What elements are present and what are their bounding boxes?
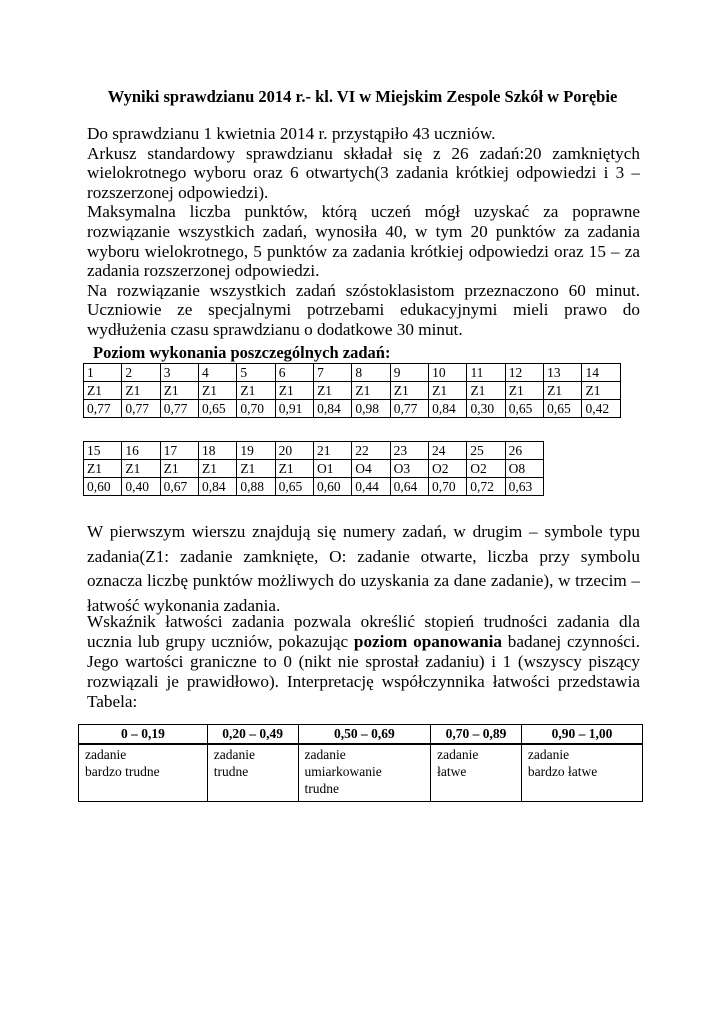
task-values-row <box>84 478 544 496</box>
table-cell: Z1 <box>429 382 467 400</box>
scale-header-row <box>79 725 643 745</box>
table-cell: O2 <box>428 460 466 478</box>
table-cell: 15 <box>84 442 122 460</box>
table-cell: 18 <box>198 442 236 460</box>
scale-header: 0,90 – 1,00 <box>521 725 642 745</box>
table-cell: 1 <box>84 364 122 382</box>
table-cell: Z1 <box>467 382 505 400</box>
table-cell: Z1 <box>122 382 160 400</box>
text-line: rozwiązali je prawidłowo). Interpretację współczynnika łatwości przedstawia <box>87 672 640 691</box>
table-cell: 0,60 <box>313 478 351 496</box>
table-cell: 0,67 <box>160 478 198 496</box>
scale-header: 0,70 – 0,89 <box>431 725 522 745</box>
table-cell: 0,84 <box>198 478 236 496</box>
table-cell: 0,77 <box>160 400 198 418</box>
table-cell: 0,65 <box>505 400 543 418</box>
table-cell: 20 <box>275 442 313 460</box>
cell-line: umiarkowanie <box>304 764 382 779</box>
cell-line: bardzo łatwe <box>527 764 598 779</box>
task-types-row <box>84 382 621 400</box>
table-cell: Z1 <box>505 382 543 400</box>
table-cell: Z1 <box>582 382 621 400</box>
table-cell: 12 <box>505 364 543 382</box>
text-line: Tabela: <box>87 692 138 711</box>
text-line: wydłużenia czasu sprawdzianu o dodatkowe 30 minut. <box>87 319 463 339</box>
scale-cell <box>521 744 642 802</box>
text-line: łatwość wykonania zadania. <box>87 595 281 615</box>
task-numbers-row <box>84 364 621 382</box>
table-cell: 0,42 <box>582 400 621 418</box>
text-line: Wskaźnik łatwości zadania pozwala określić stopień trudności zadania dla <box>87 612 640 631</box>
text-line: rozszerzonej odpowiedzi). <box>87 182 269 202</box>
text-segment: badanej czynności. <box>501 632 641 651</box>
table-cell: Z1 <box>314 382 352 400</box>
table-cell: Z1 <box>352 382 390 400</box>
table-cell: 0,70 <box>428 478 466 496</box>
cell-line: łatwe <box>437 764 467 779</box>
table-cell: 0,77 <box>84 400 122 418</box>
text-line: Arkusz standardowy sprawdzianu składał się z 26 zadań:20 zamkniętych <box>87 143 640 163</box>
cell-line: zadanie <box>304 747 346 762</box>
scale-header: 0,20 – 0,49 <box>207 725 298 745</box>
table-cell: 25 <box>467 442 505 460</box>
table-cell: 0,88 <box>237 478 275 496</box>
text-segment: ucznia lub grupy uczniów, pokazując <box>87 632 354 651</box>
table-cell: Z1 <box>237 460 275 478</box>
table-cell: Z1 <box>84 460 122 478</box>
text-line: wielokrotnego wyboru oraz 6 otwartych(3 zadania krótkiej odpowiedzi i 3 – <box>87 163 640 183</box>
task-types-row <box>84 460 544 478</box>
text-line: Na rozwiązanie wszystkich zadań szóstoklasistom przeznaczono 60 minut. <box>87 280 640 300</box>
text-line: zadania(Z1: zadanie zamknięte, O: zadanie otwarte, liczba przy symbolu <box>87 546 640 566</box>
text-line: Uczniowie ze specjalnymi potrzebami edukacyjnymi mieli prawo do <box>87 300 640 320</box>
table-cell: 0,70 <box>237 400 275 418</box>
table-cell: Z1 <box>544 382 582 400</box>
table-cell: Z1 <box>122 460 160 478</box>
table-cell: 16 <box>122 442 160 460</box>
scale-cell <box>79 744 208 802</box>
text-line: zadania rozszerzonej odpowiedzi. <box>87 261 320 281</box>
table-cell: 0,84 <box>314 400 352 418</box>
scale-header: 0,50 – 0,69 <box>298 725 431 745</box>
table-cell: 0,72 <box>467 478 505 496</box>
table-cell: 21 <box>313 442 351 460</box>
table-cell: 0,65 <box>199 400 237 418</box>
task-numbers-row <box>84 442 544 460</box>
table-cell: Z1 <box>160 460 198 478</box>
table-cell: Z1 <box>198 460 236 478</box>
scale-cell <box>298 744 431 802</box>
scale-header: 0 – 0,19 <box>79 725 208 745</box>
table-cell: O3 <box>390 460 428 478</box>
table-cell: 0,60 <box>84 478 122 496</box>
section-subtitle: Poziom wykonania poszczególnych zadań: <box>93 343 391 362</box>
table-cell: 11 <box>467 364 505 382</box>
cell-line: trudne <box>213 764 249 779</box>
difficulty-index-paragraph <box>87 612 640 712</box>
task-table-2 <box>83 441 544 496</box>
table-cell: 0,84 <box>429 400 467 418</box>
table-cell: 6 <box>275 364 313 382</box>
table-cell: 7 <box>314 364 352 382</box>
table-cell: 26 <box>505 442 543 460</box>
difficulty-scale-table <box>78 724 643 802</box>
scale-description-row <box>79 744 643 802</box>
scale-cell <box>431 744 522 802</box>
table-cell: 0,63 <box>505 478 543 496</box>
table-cell: 17 <box>160 442 198 460</box>
cell-line: zadanie <box>527 747 570 762</box>
intro-paragraph <box>87 124 640 340</box>
table-cell: 0,30 <box>467 400 505 418</box>
table-cell: O8 <box>505 460 543 478</box>
scale-cell <box>207 744 298 802</box>
text-line: Do sprawdzianu 1 kwietnia 2014 r. przystąpiło 43 uczniów. <box>87 124 496 143</box>
text-line: oznacza liczbę punktów możliwych do uzyskania za dane zadanie), w trzecim – <box>87 571 640 590</box>
table-cell: 22 <box>352 442 390 460</box>
text-line: Jego wartości graniczne to 0 (nikt nie sprostał zadaniu) i 1 (wszyscy piszący <box>87 652 640 671</box>
table-cell: Z1 <box>275 460 313 478</box>
table-cell: 24 <box>428 442 466 460</box>
task-values-row <box>84 400 621 418</box>
table-cell: 2 <box>122 364 160 382</box>
table-cell: Z1 <box>84 382 122 400</box>
table-cell: 23 <box>390 442 428 460</box>
text-line: rozwiązanie wszystkich zadań, wynosiła 40, w tym 20 punktów za zadania <box>87 221 640 241</box>
cell-line: zadanie <box>85 747 127 762</box>
table-cell: 0,77 <box>122 400 160 418</box>
table-cell: 0,65 <box>275 478 313 496</box>
text-line: wyboru wielokrotnego, 5 punktów za zadania krótkiej odpowiedzi oraz 15 – za <box>87 241 640 261</box>
bold-term: poziom opanowania <box>353 632 502 651</box>
table-cell: 0,44 <box>352 478 390 496</box>
table-cell: 13 <box>544 364 582 382</box>
table-cell: Z1 <box>237 382 275 400</box>
table-cell: 19 <box>237 442 275 460</box>
cell-line: trudne <box>304 781 340 796</box>
table-cell: Z1 <box>275 382 313 400</box>
table-cell: Z1 <box>199 382 237 400</box>
table-cell: 0,65 <box>544 400 582 418</box>
table-cell: 8 <box>352 364 390 382</box>
table-cell: O1 <box>313 460 351 478</box>
text-line <box>87 632 640 652</box>
table-cell: 0,98 <box>352 400 390 418</box>
table-cell: 14 <box>582 364 621 382</box>
text-line: Maksymalna liczba punktów, którą uczeń mógł uzyskać za poprawne <box>87 202 640 222</box>
table-cell: 9 <box>390 364 428 382</box>
table-cell: O4 <box>352 460 390 478</box>
cell-line: zadanie <box>213 747 255 762</box>
cell-line: zadanie <box>437 747 479 762</box>
table-cell: 10 <box>429 364 467 382</box>
cell-line: bardzo trudne <box>85 764 160 779</box>
text-line: W pierwszym wierszu znajdują się numery zadań, w drugim – symbole typu <box>87 522 640 541</box>
table-cell: 4 <box>199 364 237 382</box>
table-cell: 0,91 <box>275 400 313 418</box>
explanation-paragraph <box>87 520 640 618</box>
table-cell: 0,64 <box>390 478 428 496</box>
task-table-1 <box>83 363 621 418</box>
table-cell: 5 <box>237 364 275 382</box>
table-cell: O2 <box>467 460 505 478</box>
page-title: Wyniki sprawdzianu 2014 r.- kl. VI w Miejskim Zespole Szkół w Porębie <box>107 87 618 106</box>
table-cell: 0,40 <box>122 478 160 496</box>
table-cell: 0,77 <box>390 400 428 418</box>
table-cell: 3 <box>160 364 198 382</box>
table-cell: Z1 <box>160 382 198 400</box>
table-cell: Z1 <box>390 382 428 400</box>
